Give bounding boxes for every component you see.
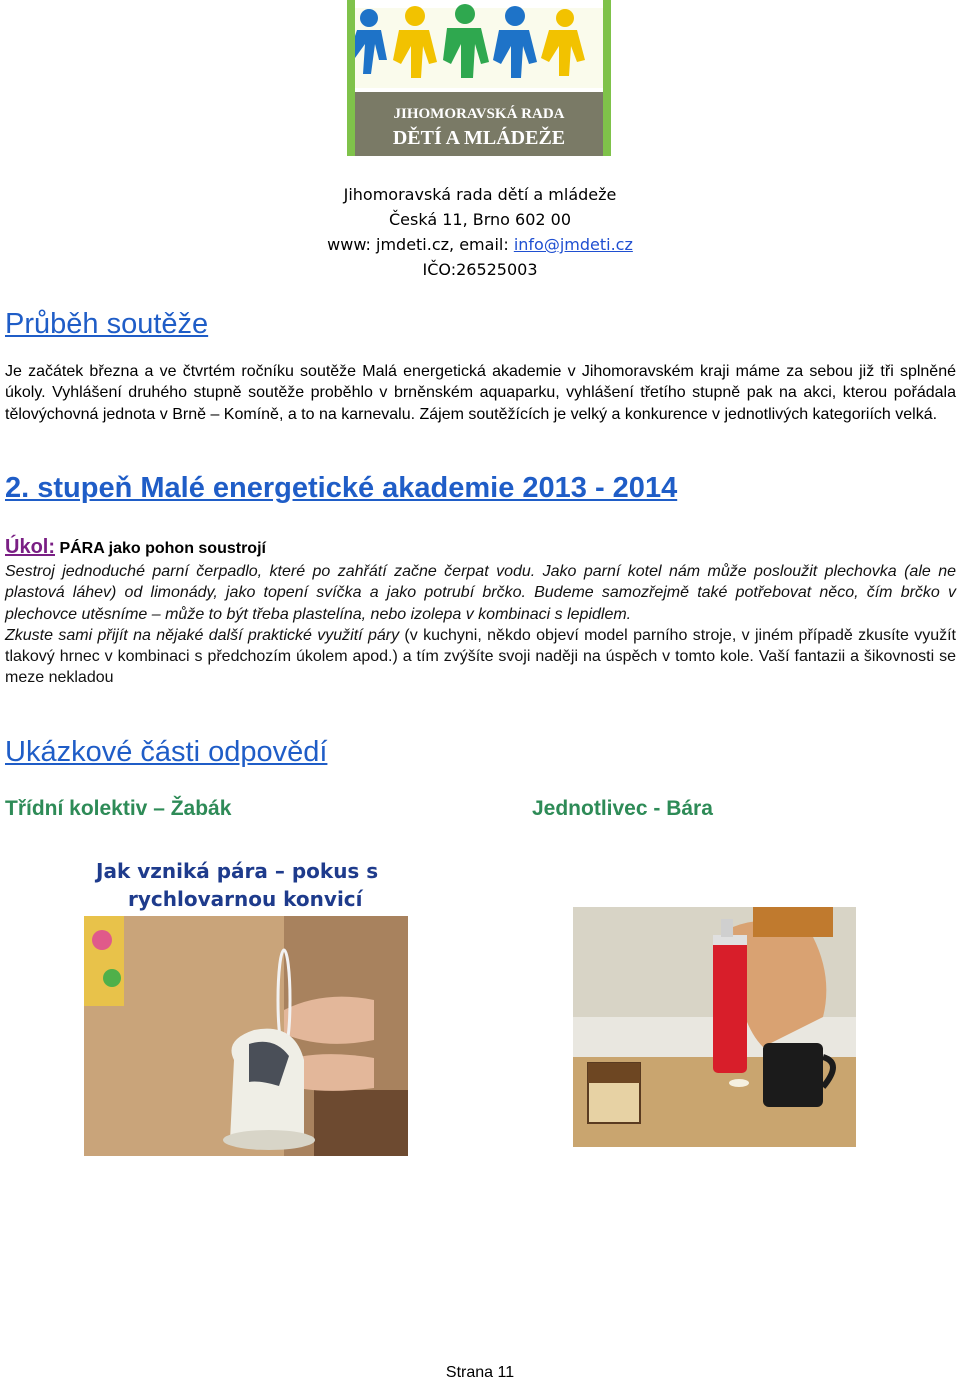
kettle-photo <box>84 850 408 1156</box>
task-label: Úkol: <box>5 536 55 558</box>
org-name: Jihomoravská rada dětí a mládeže <box>343 185 617 204</box>
task-heading <box>5 536 266 559</box>
task-extra-italic: Zkuste sami přijít na nějaké další praktické využití páry <box>5 626 400 644</box>
task-description <box>5 561 956 689</box>
section-title-samples: Ukázkové části odpovědí <box>5 736 328 768</box>
org-email-link[interactable]: info@jmdeti.cz <box>513 235 633 254</box>
org-web: www: jmdeti.cz, email: <box>327 235 514 254</box>
column-title-class: Třídní kolektiv – Žabák <box>5 797 232 820</box>
org-info <box>250 182 710 282</box>
org-ico: IČO:26525003 <box>422 260 538 279</box>
task-extra-text: (v kuchyni, někdo objeví model parního stroje, v jiném případě zkusíte využít tlakový hrnec v kombinaci s předchozím úkolem apod.) a tím zvýšíte svoji naději na úspěch v tomto kole. Vaší fantazii a šikovnosti se meze nekladou <box>5 626 956 687</box>
column-title-individual: Jednotlivec - Bára <box>532 797 713 820</box>
logo-text-line1: JIHOMORAVSKÁ RADA <box>393 106 565 122</box>
logo-text-line2: DĚTÍ A MLÁDEŽE <box>392 127 566 149</box>
task-title: PÁRA jako pohon soustrojí <box>55 540 266 557</box>
section-title-stage: 2. stupeň Malé energetické akademie 2013 - 2014 <box>5 472 678 504</box>
section-title-progress: Průběh soutěže <box>5 308 209 340</box>
photo-caption-line1: Jak vzniká pára – pokus s <box>96 859 379 883</box>
jmrdm-logo <box>343 0 615 156</box>
org-contact <box>250 232 710 257</box>
page-number: Strana 11 <box>445 1364 515 1381</box>
can-experiment-photo <box>573 907 856 1147</box>
org-address: Česká 11, Brno 602 00 <box>388 210 572 229</box>
intro-paragraph: Je začátek března a ve čtvrtém ročníku soutěže Malá energetická akademie v Jihomoravském kraji máme za sebou již tři splněné úkoly. Vyhlášení druhého stupně soutěže proběhlo v brněnském aquaparku, vyhlášení třetího stupně pak na akci, kterou pořádala tělovýchovná jednota v Brně – Komíně, a to na karnevalu. Zájem soutěžících je velký a konkurence v jednotlivých kategoriích velká. <box>5 363 956 423</box>
task-text: Sestroj jednoduché parní čerpadlo, které po zahřátí začne čerpat vodu. Jako parní kotel nám může posloužit plechovka (ale ne plastová láhev) od limonády, jako topení svíčka a jako potrubí brčko. Budeme samozřejmě také potřebovat něco, čím brčko v plechovce utěsníme – může to být třeba plastelína, nebo izolepa v kombinaci s lepidlem. <box>5 563 956 623</box>
photo-caption-line2: rychlovarnou konvicí <box>128 887 363 911</box>
